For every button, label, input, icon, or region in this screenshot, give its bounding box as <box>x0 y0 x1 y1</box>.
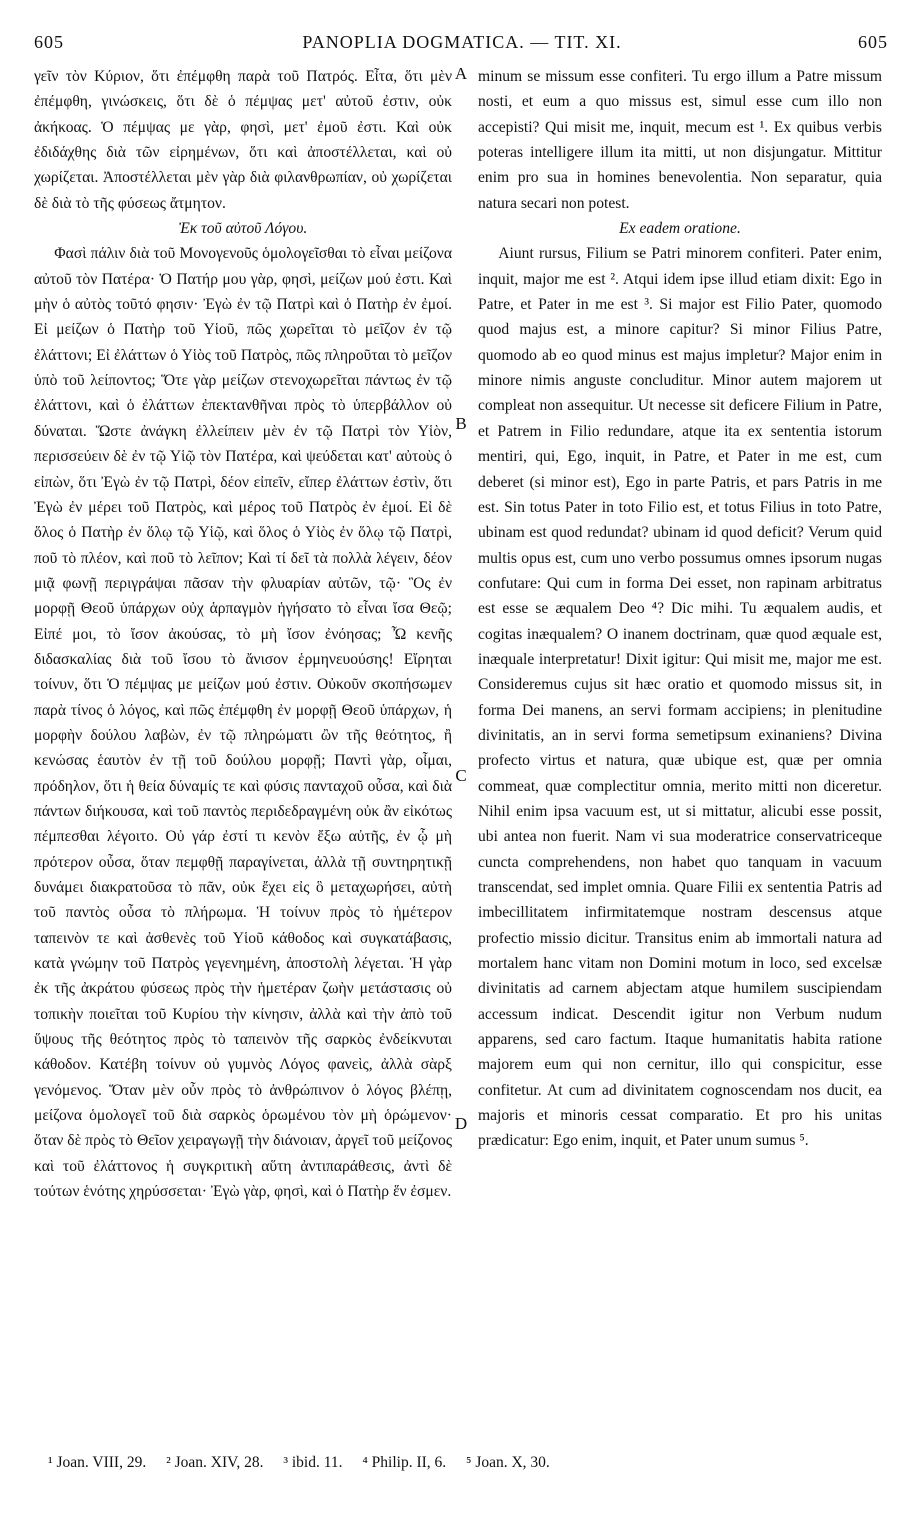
running-title: PANOPLIA DOGMATICA. — TIT. XI. <box>302 32 622 52</box>
footnote: ³ ibid. 11. <box>283 1454 343 1471</box>
page-header <box>20 32 904 62</box>
page-number-left: 605 <box>34 32 64 52</box>
greek-paragraph-1: γεῖν τὸν Κύριον, ὅτι ἐπέμφθη παρὰ τοῦ Πατρός. Εἶτα, ὅτι μὲν ἐπέμφθη, γινώσκεις, ὅτι δὲ ὁ πέμψας μετ' αὐτοῦ ἐστιν, οὐκ ἀκήκοας. Ὁ πέμψας με γὰρ, φησὶ, μετ' ἐμοῦ ἐστι. Καὶ οὐκ ἐδιδάχθης διὰ τῶν εἰρημένων, ὅτι καὶ ἀποστέλλεται, καὶ οὐ χωρίζεται. Ἀποστέλλεται μὲν γὰρ διὰ φιλανθρωπίαν, οὐ χωρίζεται δὲ διὰ τὸ τῆς φύσεως ἄτμητον. <box>34 68 452 212</box>
footnote: ² Joan. XIV, 28. <box>166 1454 264 1471</box>
greek-section-title: Ἐκ τοῦ αὐτοῦ Λόγου. <box>178 220 308 238</box>
greek-column <box>34 64 452 1204</box>
margin-letter-c: C <box>455 766 467 785</box>
greek-paragraph-2: Φασὶ πάλιν διὰ τοῦ Μονογενοῦς ὁμολογεῖσθαι τὸ εἶναι μείζονα αὐτοῦ τὸν Πατέρα· Ὁ Πατήρ μου γὰρ, φησὶ, μείζων μού ἐστι. Καὶ μὴν ὁ αὐτὸς τοῦτό φησιν· Ἐγὼ ἐν τῷ Πατρὶ καὶ ὁ Πατὴρ ἐν ἐμοί. Εἰ μείζων ὁ Πατὴρ τοῦ Υἱοῦ, πῶς χωρεῖται τὸ μεῖζον ἐν τῷ ἐλάττονι; Εἰ ἐλάττων ὁ Υἱὸς τοῦ Πατρὸς, πῶς πληροῦται τὸ μεῖζον ὑπὸ τοῦ λείποντος; Ὅτε γὰρ μείζων στενοχωρεῖται πάντως ἐν τῷ ἐλάττονι, καὶ ὁ ἐλάττων ἐπεκτανθῆναι πρὸς τὸ ὑπερβάλλον οὐ δύναται. Ὥστε ἀνάγκη ἐλλείπειν μὲν ἐν τῷ Πατρὶ τὸν Υἱὸν, περισσεύειν δὲ ἐν τῷ Υἱῷ τὸν Πατέρα, καὶ ψεύδεται κατ' αὐτοὺς ὁ εἰπὼν, ὅτι Ἐγὼ ἐν τῷ Πατρὶ, δέον εἰπεῖν, εἴπερ ἐλάττων ἐστὶν, ὅτι Ἐγὼ ἐν μέρει τοῦ Πατρὸς, καὶ μέρος τοῦ Πατρὸς ἐν ἐμοί. Εἰ δὲ ὅλος ὁ Πατὴρ ἐν ὅλῳ τῷ Υἱῷ, καὶ ὅλος ὁ Υἱὸς ἐν ὅλῳ τῷ Πατρὶ, ποῦ τὸ πλέον, καὶ ποῦ τὸ λεῖπον; Καὶ τί δεῖ τὰ πολλὰ λέγειν, δέον μιᾷ φωνῇ περιγράψαι πᾶσαν τὴν φλυαρίαν αὐτῶν, τῷ· Ὃς ἐν μορφῇ Θεοῦ ὑπάρχων οὐχ ἁρπαγμὸν ἡγήσατο τὸ εἶναι ἴσα Θεῷ; Εἰπέ μοι, τὸ ἴσον ἀκούσας, τὸ μὴ ἴσον ἐνόησας; Ὦ κενῆς διδασκαλίας διὰ τοῦ ἴσου τὸ ἄνισον ἑρμηνευούσης! Εἴρηται τοίνυν, ὅτι Ὁ πέμψας με μείζων μού ἐστιν. Οὐκοῦν σκοπήσωμεν παρὰ τίνος ὁ λόγος, καὶ πῶς ἐπέμφθη ἐν μορφῇ Θεοῦ ὑπάρχων, ἡ μορφὴν δούλου λαβὼν, ἐν τῷ πληρώματι ὢν τῆς θεότητος, ἢ κενώσας ἑαυτὸν ἐν τῇ τοῦ δούλου μορφῇ; Παντὶ γὰρ, οἶμαι, πρόδηλον, ὅτι ἡ θεία δύναμίς τε καὶ φύσις πανταχοῦ οὖσα, καὶ διὰ πάντων διήκουσα, καὶ τοῦ παντὸς περιδεδραγμένη οὐκ ἂν εἰκότως πέμπεσθαι λέγοιτο. Οὐ γάρ ἐστί τι κενὸν ἔξω αὐτῆς, ἐν ᾧ μὴ πρότερον οὖσα, ὅταν πεμφθῇ παραγίνεται, ἀλλὰ τῇ συντηρητικῇ δυνάμει διακρατοῦσα τὸ πᾶν, οὐκ ἔχει εἰς ὃ μεταχωρήσει, αὐτὴ τοῦ παντὸς οὖσα τὸ πλήρωμα. Ἡ τοίνυν πρὸς τὸ ἡμέτερον ταπεινὸν τε καὶ ἀσθενὲς τοῦ Υἱοῦ κάθοδος καὶ συγκατάβασις, κατὰ γνώμην τοῦ Πατρὸς γεγενημένη, ἀποστολὴ λέγεται. Ἡ γὰρ ἐκ τῆς ἀκράτου φύσεως πρὸς τὴν ἡμετέραν ζωὴν μετάστασις οὐ τοπικὴν ποιεῖται τοῦ Κυρίου τὴν κίνησιν, ἀλλὰ καὶ τὴν ἀπὸ τοῦ ὕψους τῆς θεότητος πρὸς τὸ ταπεινὸν τῆς σαρκὸς ἐνδείκνυται κάθοδον. Κατέβη τοίνυν οὐ γυμνὸς Λόγος φανεὶς, ἀλλὰ σὰρξ γενόμενος. Ὅταν μὲν οὖν πρὸς τὸ ἀνθρώπινον ὁ λόγος βλέπῃ, μείζονα ὁμολογεῖ τοῦ διὰ σαρκὸς ὁρωμένου τὸν μὴ ὁρώμενον· ὅταν δὲ πρὸς τὸ Θεῖον χειραγωγῇ τὴν διάνοιαν, ἀργεῖ τοῦ μείζονος καὶ τοῦ ἐλάττονος ἡ συγκριτικὴ αὕτη ἀντιπαράθεσις, ἀντὶ δὲ τούτων ἑνότης χηρύσσεται· Ἐγὼ γὰρ, φησὶ, καὶ ὁ Πατὴρ ἕν ἐσμεν. <box>34 245 452 1201</box>
margin-letter-b: B <box>455 414 467 433</box>
footnotes <box>48 1454 884 1472</box>
latin-paragraph-2: Aiunt rursus, Filium se Patri minorem confiteri. Pater enim, inquit, major me est ². Atqui idem ipse illud etiam dixit: Ego in Patre, et Pater in me est ³. Si major est Filio Pater, quomodo quod majus est, a minore capitur? Si minor Filius Patre, quomodo ab eo quod minus est majus impletur? Major enim in minore nimis anguste concluditur. Minor autem majorem ut compleat non assequitur. Ut necesse sit deficere Filium in Patre, et Patrem in Filio redundare, atque ita ex sententia istorum mentiri, qui, Ego, inquit, in Patre, et Pater in me est, cum deberet (si minor est), Ego in parte Patris, et pars Patris in me est. Sin totus Pater in toto Filio est, et totus Filius in toto Patre, ubinam est quod redundat? ubinam id quod deficit? Verum quid multis opus est, cum uno verbo possumus omnes ipsorum nugas confutare: Qui cum in forma Dei esset, non rapinam arbitratus est esse se æqualem Deo ⁴? Dic mihi. Tu æqualem audis, et cogitas inæqualem? O inanem doctrinam, quæ quod æquale est, inæquale interpretatur! Dixit igitur: Qui misit me, major me est. Consideremus cujus sit hæc oratio et quomodo missus sit, in forma Dei manens, an servi formam accipiens; in plenitudine divinitatis, an in servi forma semetipsum exinaniens? Divina profecto virtus et natura, quæ ubique est, quæ per omnia commeat, quæ complectitur omnia, merito mitti non diceretur. Nihil enim ipsa vacuum est, ut si mittatur, alicubi esse possit, ubi antea non fuerit. Nam vi sua moderatrice conservatriceque cuncta comprehendens, non habet quo tanquam in vacuum transcendat, sed implet omnia. Quare Filii ex sententia Patris ad imbecillitatem infirmitatemque nostram descensus atque profectio missio dicitur. Transitus enim ab immortali natura ad mortalem hanc vitam non Domini motum in loco, sed excelsæ divinitatis ad carnem abjectam atque humilem suscipiendam accessum indicat. Descendit igitur non Verbum nudum apparens, sed caro factum. Itaque humanitatis habita ratione majorem eum qui non cernitur, illo qui conspicitur, esse confitetur. At cum ad divinitatem cognoscendam nos ducit, ea majoris et minoris cessat comparatio. Et pro his unitas prædicatur: Ego enim, inquit, et Pater unum sumus ⁵. <box>478 245 882 1150</box>
latin-column <box>478 64 882 1154</box>
footnote: ¹ Joan. VIII, 29. <box>48 1454 147 1471</box>
latin-section-title: Ex eadem oratione. <box>619 220 741 238</box>
margin-letter-a: A <box>454 64 468 83</box>
footnote: ⁴ Philip. II, 6. <box>362 1454 447 1471</box>
margin-letter-d: D <box>454 1114 468 1133</box>
latin-paragraph-1: minum se missum esse confiteri. Tu ergo illum a Patre missum nosti, et eum a quo missus est, simul esse cum illo non accepisti? Qui misit me, inquit, mecum est ¹. Ex quibus verbis poteras intelligere illum ita mitti, ut non disjungatur. Mittitur enim pro sua in homines benevolentia. Non separatur, quia natura secari non potest. <box>478 68 882 212</box>
footnote: ⁵ Joan. X, 30. <box>466 1454 550 1471</box>
page-number-right: 605 <box>858 32 888 52</box>
